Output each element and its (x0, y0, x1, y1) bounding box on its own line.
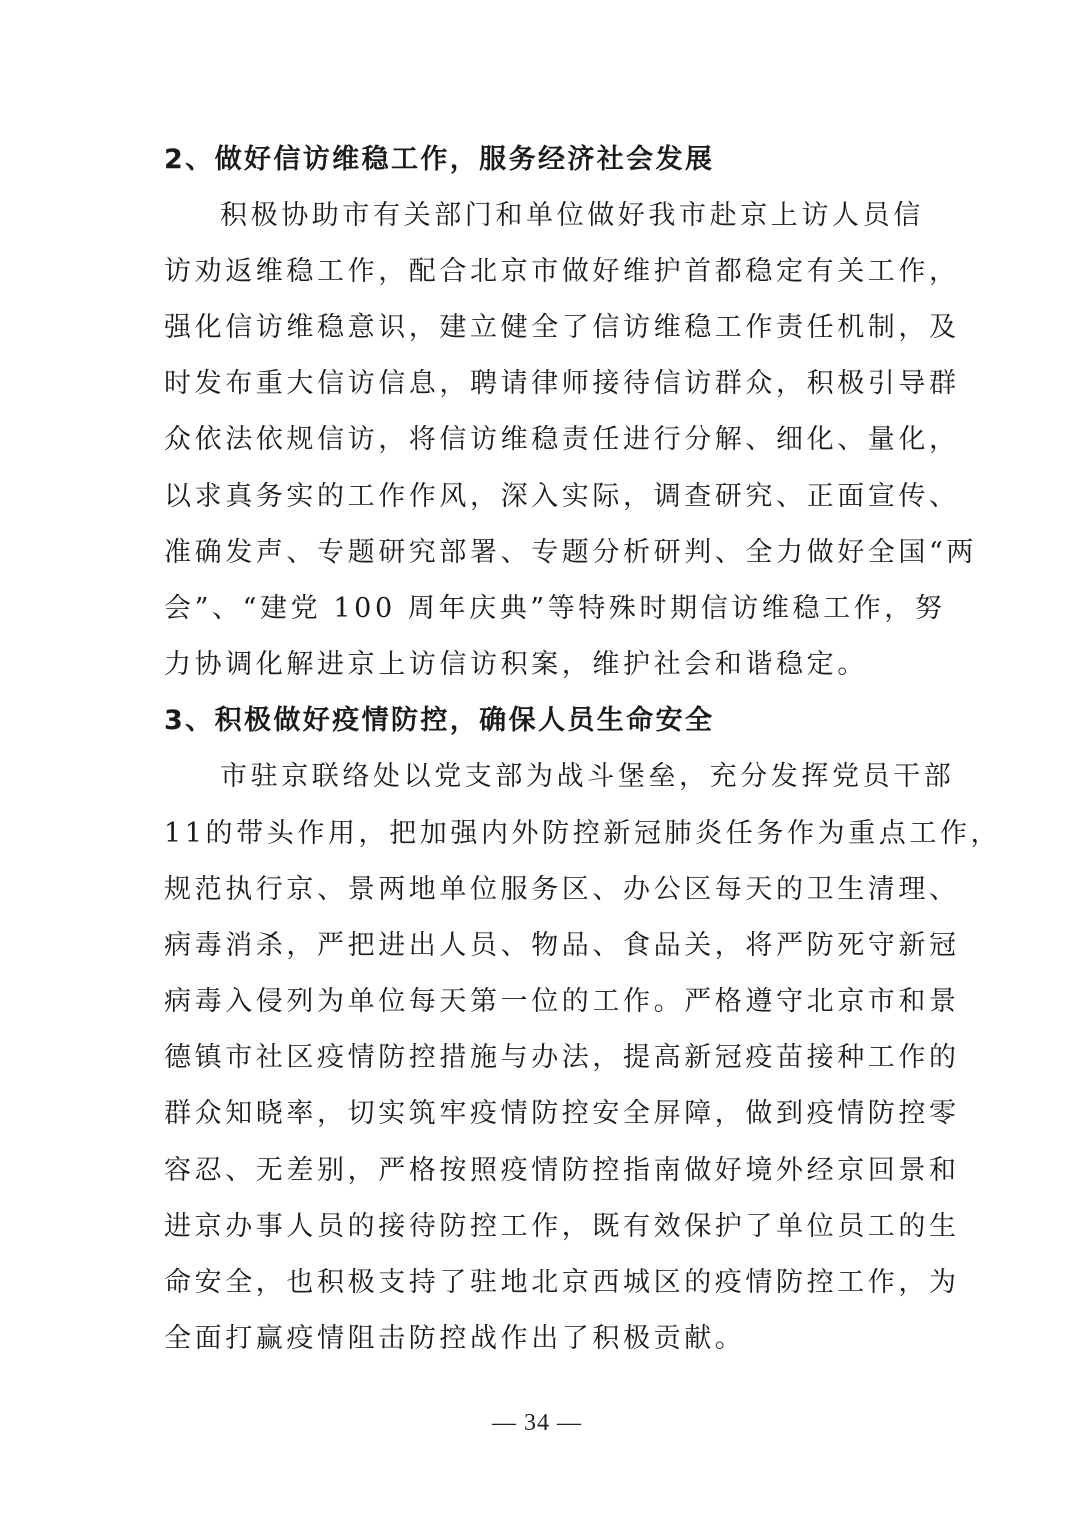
section-2-paragraph-line: 强化信访维稳意识，建立健全了信访维稳工作责任机制，及 (164, 312, 960, 343)
section-2-paragraph-line: 积极协助市有关部门和单位做好我市赴京上访人员信 (220, 200, 924, 231)
section-2-paragraph-line: 力协调化解进京上访信访积案，维护社会和谐稳定。 (164, 649, 868, 680)
section-3-paragraph-line: 命安全，也积极支持了驻地北京西城区的疫情防控工作，为 (164, 1267, 960, 1298)
section-3-paragraph-line: 病毒消杀，严把进出人员、物品、食品关，将严防死守新冠 (164, 930, 960, 961)
section-2-paragraph-line: 会”、“建党 100 周年庆典”等特殊时期信访维稳工作，努 (164, 593, 946, 624)
section-2-paragraph-line: 众依法依规信访，将信访维稳责任进行分解、细化、量化， (164, 424, 960, 455)
section-2-paragraph-line: 访劝返维稳工作，配合北京市做好维护首都稳定有关工作， (164, 256, 960, 287)
section-3-paragraph-line: 进京办事人员的接待防控工作，既有效保护了单位员工的生 (164, 1211, 960, 1242)
section-2-paragraph-line: 准确发声、专题研究部署、专题分析研判、全力做好全国“两 (164, 537, 978, 568)
page-number: — 34 — (492, 1410, 582, 1436)
section-3-paragraph-line: 群众知晓率，切实筑牢疫情防控安全屏障，做到疫情防控零 (164, 1098, 960, 1129)
section-3-paragraph-line: 市驻京联络处以党支部为战斗堡垒，充分发挥党员干部 (220, 761, 955, 792)
section-3-paragraph-line: 容忍、无差别，严格按照疫情防控指南做好境外经京回景和 (164, 1155, 960, 1186)
section-3-paragraph-line: 11的带头作用，把加强内外防控新冠肺炎任务作为重点工作， (164, 818, 1002, 849)
section-2-paragraph-line: 时发布重大信访信息，聘请律师接待信访群众，积极引导群 (164, 368, 960, 399)
section-3-paragraph-line: 规范执行京、景两地单位服务区、办公区每天的卫生清理、 (164, 874, 960, 905)
section-3-paragraph-line: 德镇市社区疫情防控措施与办法，提高新冠疫苗接种工作的 (164, 1042, 960, 1073)
section-2-heading: 2、做好信访维稳工作，服务经济社会发展 (164, 144, 715, 175)
section-3-paragraph-line: 全面打赢疫情阻击防控战作出了积极贡献。 (164, 1323, 746, 1354)
section-3-paragraph-line: 病毒入侵列为单位每天第一位的工作。严格遵守北京市和景 (164, 986, 960, 1017)
section-2-paragraph-line: 以求真务实的工作作风，深入实际，调查研究、正面宣传、 (164, 481, 960, 512)
section-3-heading: 3、积极做好疫情防控，确保人员生命安全 (164, 705, 715, 736)
